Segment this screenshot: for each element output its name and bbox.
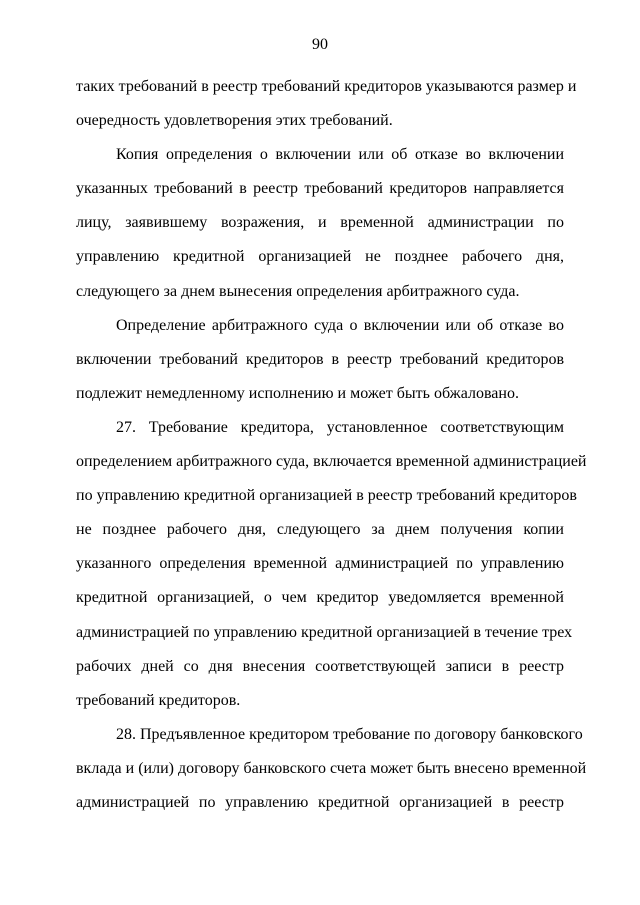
text-line: кредитной организацией, о чем кредитор уведомляется временной [76,589,564,607]
text-line: указанного определения временной администрацией по управлению [76,555,564,573]
text-line: рабочих дней со дня внесения соответствующей записи в реестр [76,657,564,675]
paragraph-ruling-execution [76,309,564,411]
text-line: вклада и (или) договору банковского счета может быть внесено временной [76,759,587,777]
text-line: Определение арбитражного суда о включении или об отказе во [116,316,564,334]
text-line: очередность удовлетворения этих требований. [76,112,393,130]
document-body [76,70,587,820]
text-line: не позднее рабочего дня, следующего за днем получения копии [76,521,564,539]
text-line: 28. Предъявленное кредитором требование по договору банковского [116,725,583,743]
text-line: указанных требований в реестр требований кредиторов направляется [76,180,564,198]
text-line: требований кредиторов. [76,691,241,709]
paragraph-item-27 [76,411,587,718]
text-line: администрацией по управлению кредитной организацией в течение трех [76,623,573,641]
paragraph-item-28 [76,718,587,820]
text-line: управлению кредитной организацией не позднее рабочего дня, [76,248,564,266]
text-line: следующего за днем вынесения определения арбитражного суда. [76,282,520,300]
text-line: определением арбитражного суда, включается временной администрацией [76,453,587,471]
text-line: администрацией по управлению кредитной организацией в реестр [76,793,564,811]
text-line: Копия определения о включении или об отказе во включении [116,146,564,164]
text-line: таких требований в реестр требований кредиторов указываются размер и [76,78,577,95]
page-number: 90 [312,36,328,53]
text-line: включении требований кредиторов в реестр требований кредиторов [76,350,564,368]
paragraph-copy-of-ruling [76,138,564,308]
text-line: лицу, заявившему возражения, и временной администрации по [76,214,564,232]
paragraph-continuation [76,70,577,138]
text-line: подлежит немедленному исполнению и может быть обжаловано. [76,384,519,402]
text-line: 27. Требование кредитора, установленное соответствующим [116,418,564,436]
text-line: по управлению кредитной организацией в реестр требований кредиторов [76,487,577,505]
